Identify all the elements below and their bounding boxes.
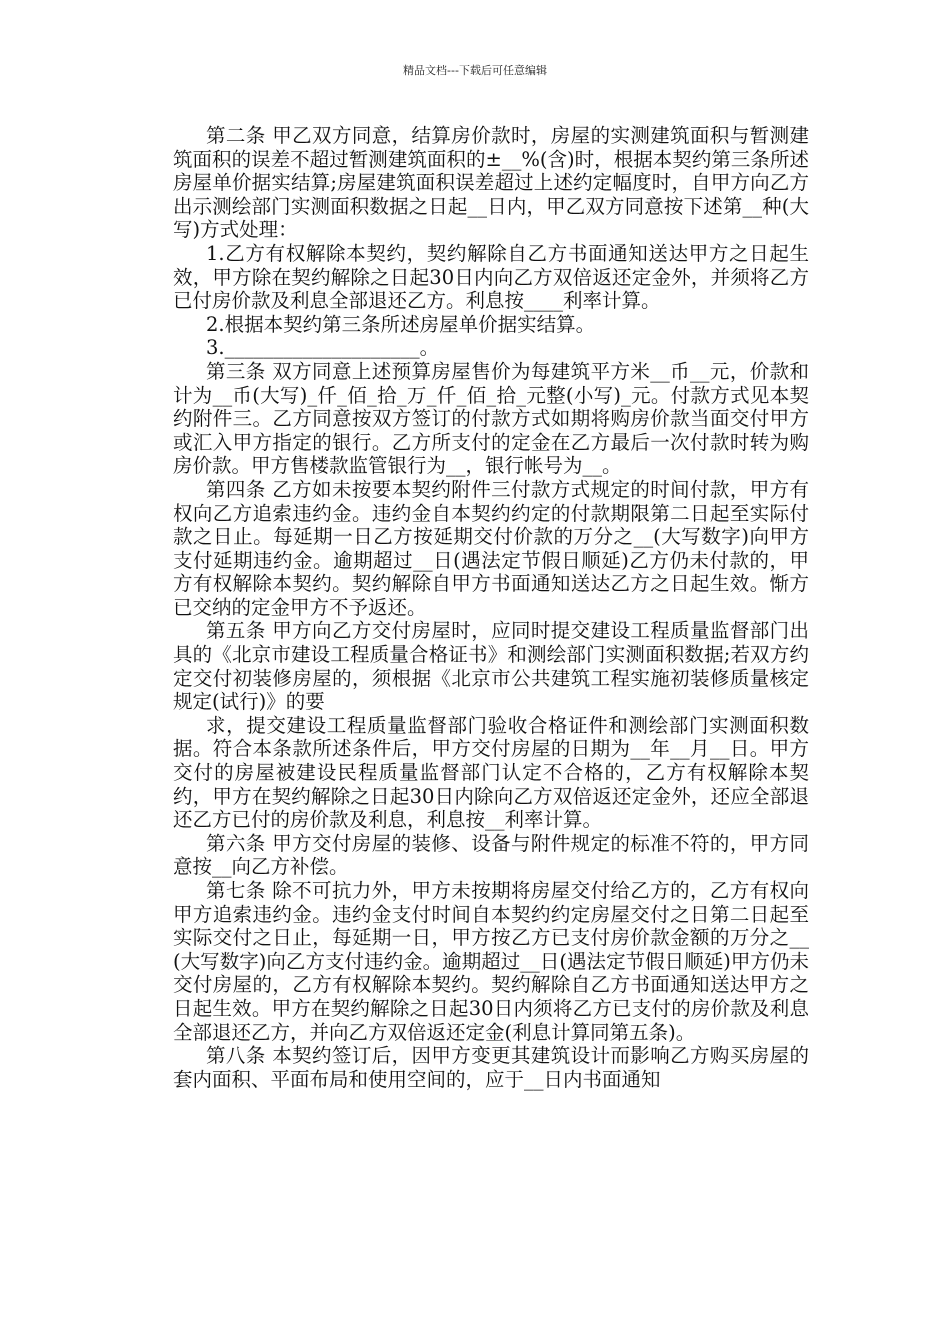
article-8-paragraph: 第八条 本契约签订后，因甲方变更其建筑设计而影响乙方购买房屋的套内面积、平面布局和使用空间的，应于__日内书面通知 bbox=[173, 1044, 809, 1091]
article-2-option-1: 1.乙方有权解除本契约，契约解除自乙方书面通知送达甲方之日起生效，甲方除在契约解除之日起30日内向乙方双倍返还定金外，并须将乙方已付房价款及利息全部退还乙方。利息按____利率计算。 bbox=[173, 241, 809, 313]
document-body bbox=[173, 124, 809, 1091]
article-4-paragraph: 第四条 乙方如未按要本契约附件三付款方式规定的时间付款，甲方有权向乙方追索违约金。违约金自本契约约定的付款期限第二日起至实际付款之日止。每延期一日乙方按延期交付价款的万分之__(大写数字)向甲方支付延期违约金。逾期超过__日(遇法定节假日顺延)乙方仍未付款的，甲方有权解除本契约。契约解除自甲方书面通知送达乙方之日起生效。惭方已交纳的定金甲方不予返还。 bbox=[173, 477, 809, 619]
page-header: 精品文档---下载后可任意编辑 bbox=[403, 64, 547, 77]
article-6-paragraph: 第六条 甲方交付房屋的装修、设备与附件规定的标准不符的，甲方同意按__向乙方补偿。 bbox=[173, 831, 809, 879]
article-2-paragraph: 第二条 甲乙双方同意，结算房价款时，房屋的实测建筑面积与暂测建筑面积的误差不超过暂测建筑面积的±__%(含)时，根据本契约第三条所述房屋单价据实结算;房屋建筑面积误差超过上述约定幅度时，自甲方向乙方出示测绘部门实测面积数据之日起__日内，甲乙双方同意按下述第__种(大写)方式处理： bbox=[173, 124, 809, 242]
article-5-paragraph: 第五条 甲方向乙方交付房屋时，应同时提交建设工程质量监督部门出具的《北京市建设工程质量合格证书》和测绘部门实测面积数据;若双方约定交付初装修房屋的，须根据《北京市公共建筑工程实施初装修质量核定规定(试行)》的要 bbox=[173, 619, 809, 714]
article-3-paragraph: 第三条 双方同意上述预算房屋售价为每建筑平方米__币__元，价款和计为__币(大写)_仟_佰_拾_万_仟_佰_拾_元整(小写)_元。付款方式见本契约附件三。乙方同意按双方签订的付款方式如期将购房价款当面交付甲方或汇入甲方指定的银行。乙方所支付的定金在乙方最后一次付款时转为购房价款。甲方售楼款监管银行为__，银行帐号为__。 bbox=[173, 359, 809, 478]
article-7-paragraph: 第七条 除不可抗力外，甲方未按期将房屋交付给乙方的，乙方有权向甲方追索违约金。违约金支付时间自本契约约定房屋交付之日第二日起至实际交付之日止，每延期一日，甲方按乙方已支付房价款金额的万分之__(大写数字)向乙方支付违约金。逾期超过__日(遇法定节假日顺延)甲方仍未交付房屋的，乙方有权解除本契约。契约解除自乙方书面通知送达甲方之日起生效。甲方在契约解除之日起30日内须将乙方已支付的房价款及利息全部退还乙方，并向乙方双倍返还定金(利息计算同第五条)。 bbox=[173, 879, 809, 1044]
article-5-continuation: 求，提交建设工程质量监督部门验收合格证件和测绘部门实测面积数据。符合本条款所述条件后，甲方交付房屋的日期为__年__月__日。甲方交付的房屋被建设民程质量监督部门认定不合格的，乙方有权解除本契约，甲方在契约解除之日起30日内除向乙方双倍返还定金外，还应全部退还乙方已付的房价款及利息，利息按__利率计算。 bbox=[173, 713, 809, 832]
article-2-option-3: 3.____________________。 bbox=[206, 336, 440, 360]
article-2-option-2: 2.根据本契约第三条所述房屋单价据实结算。 bbox=[206, 312, 596, 336]
